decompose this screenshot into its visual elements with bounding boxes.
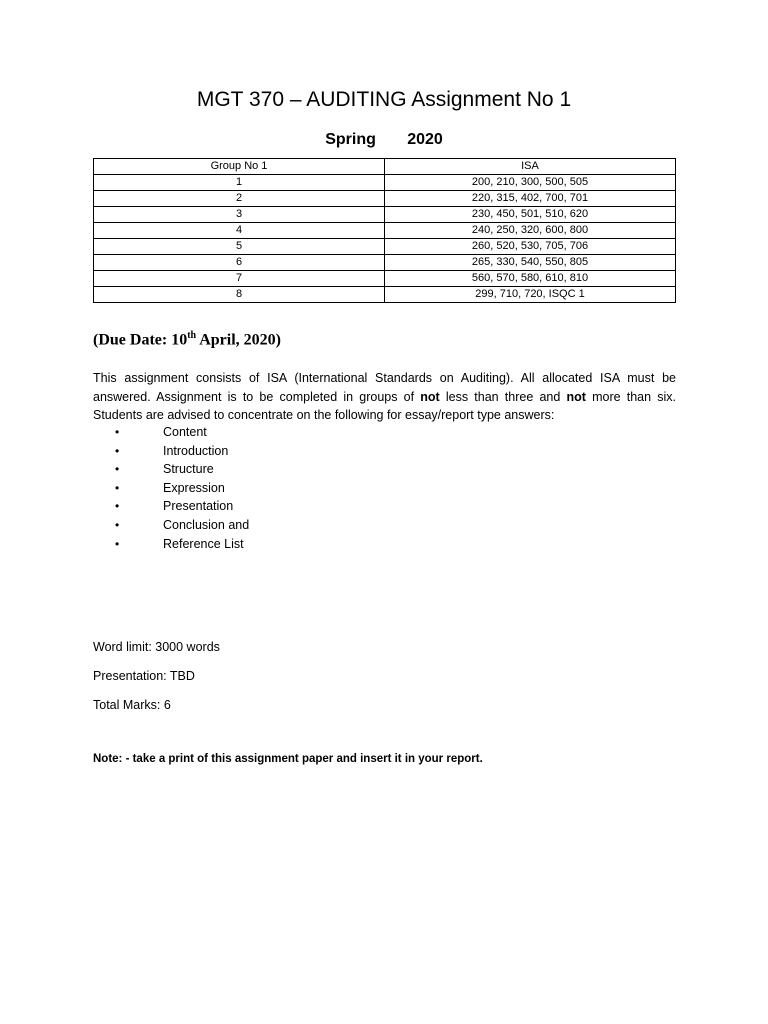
isa-cell: 265, 330, 540, 550, 805 [385,255,676,271]
table-row [94,175,676,191]
word-limit: Word limit: 3000 words [93,640,220,654]
table-row [94,287,676,303]
isa-cell: 299, 710, 720, ISQC 1 [385,287,676,303]
table-row [94,271,676,287]
group-cell: 5 [94,239,385,255]
isa-cell: 230, 450, 501, 510, 620 [385,207,676,223]
page-title: MGT 370 – AUDITING Assignment No 1 [196,88,572,111]
due-date-suffix: April, 2020) [196,331,281,349]
group-cell: 6 [94,255,385,271]
note-text: Note: - take a print of this assignment paper and insert it in your report. [93,753,483,765]
group-cell: 3 [94,207,385,223]
table-row [94,223,676,239]
description-part-1: This assignment consists of ISA (International Standards on Auditing). All allocated ISA must be answered. Assignment is to be completed in groups of [93,371,676,404]
group-cell: 8 [94,287,385,303]
isa-allocation-table [93,158,676,303]
description-part-2: less than three and [439,389,567,404]
bullet-icon: • [115,443,120,458]
isa-cell: 200, 210, 300, 500, 505 [385,175,676,191]
document-page: MGT 370 – AUDITING Assignment No 1 Spring 2020 Group No 1 ISA 1 200, 210, 300, 500, 505 2 220, 315, 402, 700, 701 3 230, 450, 501, 510, 620 4 240, 250, 320, 600, 800 5 260, 520, 530, 705, 706 6 265, 330, 540, 550, 805 7 560, 570, 580, 610, 810 8 299, 710, 720, ISQC 1 (Due Date: 10th April, 2020) This assignment consists of ISA (International Standards on Auditing). All allocated ISA must be answered. Assignment is to be completed in groups of not less than three and not more than six. Students are advised to concentrate on the following for essay/report type answers: • Content • Introduction • Structure • Expression • Presentation • Conclusion and • Reference List Word limit: 3000 words Presentation: TBD Total Marks: 6 Note: - take a print of this assignment paper and insert it in your report. [0,0,768,1024]
total-marks: Total Marks: 6 [93,698,171,712]
group-cell: 2 [94,191,385,207]
table-header-row [94,159,676,175]
group-cell: 1 [94,175,385,191]
table-row [94,239,676,255]
description-emphasis-2: not [566,389,586,404]
assignment-description [93,369,676,425]
isa-cell: 220, 315, 402, 700, 701 [385,191,676,207]
bullet-icon: • [115,517,120,532]
description-part-3: more than six. Students are advised to concentrate on the following for essay/report type answers: [93,389,676,423]
bullet-icon: • [115,462,120,477]
bullet-icon: • [115,480,120,495]
bullet-icon: • [115,536,120,551]
table-row [94,207,676,223]
isa-cell: 260, 520, 530, 705, 706 [385,239,676,255]
group-cell: 4 [94,223,385,239]
isa-cell: 560, 570, 580, 610, 810 [385,271,676,287]
due-date [93,330,281,349]
column-header-isa: ISA [385,159,676,175]
isa-cell: 240, 250, 320, 600, 800 [385,223,676,239]
due-date-ordinal: th [187,330,197,341]
page-subtitle: Spring 2020 [325,131,443,148]
table-row [94,255,676,271]
due-date-prefix: (Due Date: 10 [93,331,188,349]
group-cell: 7 [94,271,385,287]
column-header-group: Group No 1 [94,159,385,175]
table-row [94,191,676,207]
description-emphasis-1: not [420,389,440,404]
bullet-icon: • [115,499,120,514]
presentation-info: Presentation: TBD [93,669,195,683]
bullet-icon: • [115,425,120,439]
